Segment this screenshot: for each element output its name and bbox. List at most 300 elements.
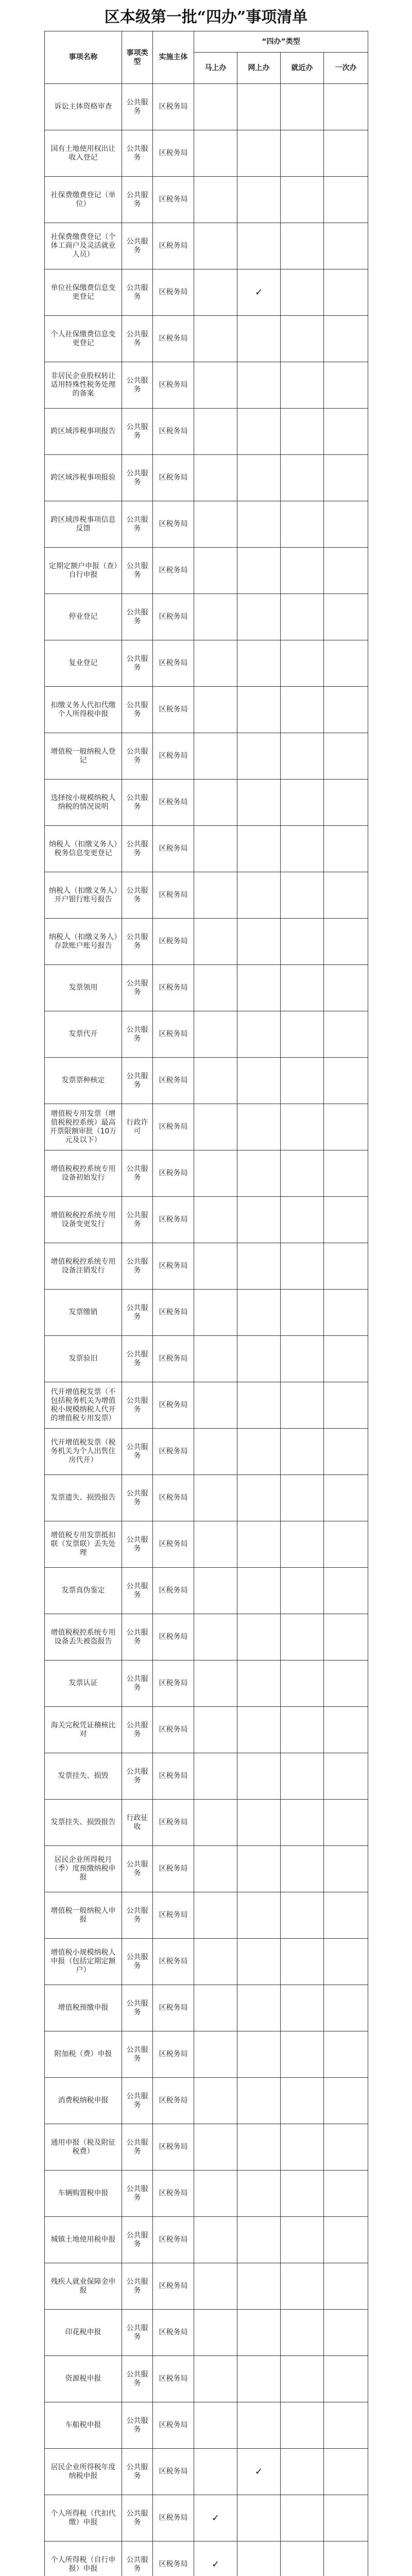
category-cell-1	[237, 269, 281, 316]
item-subject-cell: 区税务局	[153, 177, 194, 223]
table-row	[45, 2402, 368, 2449]
item-type-cell: 公共服务	[122, 1614, 153, 1660]
item-type-cell: 公共服务	[122, 84, 153, 130]
item-name-cell: 发票真伪鉴定	[45, 1568, 122, 1614]
item-name-cell: 复业登记	[45, 640, 122, 687]
category-cell-3	[324, 1846, 368, 1892]
table-row	[45, 1660, 368, 1707]
category-cell-3	[324, 1429, 368, 1475]
item-type-cell: 公共服务	[122, 2217, 153, 2263]
item-type-cell: 公共服务	[122, 2031, 153, 2078]
category-cell-0	[194, 1290, 237, 1336]
item-subject-cell: 区税务局	[153, 2263, 194, 2310]
item-name-cell: 非居民企业股权转让适用特殊性税务处理的备案	[45, 362, 122, 409]
category-cell-1	[237, 1707, 281, 1753]
item-type-cell: 公共服务	[122, 872, 153, 919]
table-row	[45, 2124, 368, 2171]
item-subject-cell: 区税务局	[153, 1150, 194, 1197]
category-cell-0	[194, 1660, 237, 1707]
category-cell-1	[237, 1660, 281, 1707]
table-row	[45, 2171, 368, 2217]
table-row	[45, 1011, 368, 1058]
category-cell-0	[194, 594, 237, 640]
item-name-cell: 纳税人（扣缴义务人）存款账户账号报告	[45, 919, 122, 965]
category-cell-2	[281, 362, 324, 409]
category-cell-1	[237, 779, 281, 826]
category-cell-1	[237, 1892, 281, 1939]
item-subject-cell: 区税务局	[153, 1800, 194, 1846]
category-cell-3	[324, 2541, 368, 2576]
table-row	[45, 1800, 368, 1846]
item-name-cell: 选择按小规模纳税人纳税的情况说明	[45, 779, 122, 826]
item-name-cell: 纳税人（扣缴义务人）税务信息变更登记	[45, 826, 122, 872]
category-cell-0	[194, 687, 237, 733]
category-cell-0	[194, 2078, 237, 2124]
table-row	[45, 177, 368, 223]
table-row	[45, 826, 368, 872]
item-name-cell: 跨区域涉税事项报告	[45, 409, 122, 455]
item-subject-cell: 区税务局	[153, 919, 194, 965]
checkmark-icon: ✓	[254, 2466, 263, 2477]
item-subject-cell: 区税务局	[153, 548, 194, 594]
item-name-cell: 增值税一般纳税人登记	[45, 733, 122, 779]
category-cell-0	[194, 177, 237, 223]
category-cell-3	[324, 1521, 368, 1568]
category-cell-3	[324, 826, 368, 872]
category-cell-2	[281, 2263, 324, 2310]
category-cell-2	[281, 594, 324, 640]
table-row	[45, 919, 368, 965]
item-name-cell: 增值税一般纳税人申报	[45, 1892, 122, 1939]
category-cell-1	[237, 1985, 281, 2031]
category-cell-2	[281, 1336, 324, 1382]
category-cell-2	[281, 1521, 324, 1568]
table-row	[45, 2078, 368, 2124]
category-cell-2	[281, 2449, 324, 2495]
item-name-cell: 城镇土地使用税申报	[45, 2217, 122, 2263]
category-cell-1	[237, 130, 281, 177]
item-name-cell: 发票代开	[45, 1011, 122, 1058]
table-row	[45, 1058, 368, 1104]
category-cell-0	[194, 548, 237, 594]
item-subject-cell: 区税务局	[153, 640, 194, 687]
item-subject-cell: 区税务局	[153, 965, 194, 1011]
category-cell-3	[324, 1290, 368, 1336]
category-cell-3	[324, 1104, 368, 1150]
category-cell-2	[281, 2402, 324, 2449]
category-cell-2	[281, 1707, 324, 1753]
category-cell-1	[237, 2310, 281, 2356]
table-row	[45, 1985, 368, 2031]
category-cell-1	[237, 362, 281, 409]
category-cell-2	[281, 2356, 324, 2402]
item-name-cell: 发票票种核定	[45, 1058, 122, 1104]
item-type-cell: 行政征收	[122, 1800, 153, 1846]
item-name-cell: 发票遗失、损毁报告	[45, 1475, 122, 1521]
category-cell-0	[194, 1243, 237, 1290]
category-cell-2	[281, 1382, 324, 1429]
item-name-cell: 增值税税控系统专用设备变更发行	[45, 1197, 122, 1243]
category-cell-2	[281, 1753, 324, 1800]
category-cell-3	[324, 2217, 368, 2263]
table-row	[45, 2310, 368, 2356]
item-subject-cell: 区税务局	[153, 1382, 194, 1429]
category-cell-1	[237, 2124, 281, 2171]
category-cell-2	[281, 733, 324, 779]
item-type-cell: 公共服务	[122, 1939, 153, 1985]
item-subject-cell: 区税务局	[153, 1660, 194, 1707]
item-type-cell: 公共服务	[122, 177, 153, 223]
item-type-cell: 公共服务	[122, 2310, 153, 2356]
table-row	[45, 1150, 368, 1197]
item-name-cell: 跨区域涉税事项报验	[45, 455, 122, 501]
category-cell-2	[281, 1800, 324, 1846]
category-cell-2	[281, 2541, 324, 2576]
table-row	[45, 1568, 368, 1614]
table-row	[45, 1892, 368, 1939]
item-subject-cell: 区税务局	[153, 1475, 194, 1521]
category-cell-0	[194, 2124, 237, 2171]
category-cell-1	[237, 1058, 281, 1104]
checkmark-icon: ✓	[211, 2559, 220, 2570]
item-name-cell: 居民企业所得税月（季）度预缴纳税申报	[45, 1846, 122, 1892]
item-name-cell: 发票领用	[45, 965, 122, 1011]
category-cell-2	[281, 1243, 324, 1290]
category-cell-0	[194, 1011, 237, 1058]
category-cell-0	[194, 1707, 237, 1753]
category-cell-2	[281, 1985, 324, 2031]
category-cell-0	[194, 2217, 237, 2263]
category-cell-2	[281, 1614, 324, 1660]
item-subject-cell: 区税务局	[153, 2171, 194, 2217]
item-type-cell: 公共服务	[122, 2356, 153, 2402]
table-row	[45, 1846, 368, 1892]
category-cell-2	[281, 177, 324, 223]
item-subject-cell: 区税务局	[153, 826, 194, 872]
category-cell-3	[324, 130, 368, 177]
category-cell-2	[281, 1939, 324, 1985]
item-type-cell: 公共服务	[122, 640, 153, 687]
category-cell-2	[281, 84, 324, 130]
table-row	[45, 2541, 368, 2576]
category-cell-1	[237, 2541, 281, 2576]
category-cell-0	[194, 1429, 237, 1475]
category-cell-3	[324, 1336, 368, 1382]
table-row	[45, 2031, 368, 2078]
item-type-cell: 公共服务	[122, 362, 153, 409]
item-subject-cell: 区税务局	[153, 1846, 194, 1892]
item-name-cell: 居民企业所得税年度纳税申报	[45, 2449, 122, 2495]
item-type-cell: 公共服务	[122, 1846, 153, 1892]
category-cell-2	[281, 640, 324, 687]
category-cell-2	[281, 1660, 324, 1707]
table-body	[45, 84, 368, 2576]
item-name-cell: 社保费缴费登记（个体工商户及灵活就业人员）	[45, 223, 122, 269]
item-subject-cell: 区税务局	[153, 269, 194, 316]
table-row	[45, 779, 368, 826]
category-cell-3	[324, 640, 368, 687]
table-row	[45, 409, 368, 455]
item-subject-cell: 区税务局	[153, 130, 194, 177]
category-cell-1	[237, 455, 281, 501]
category-cell-3	[324, 177, 368, 223]
category-cell-3	[324, 687, 368, 733]
category-cell-0	[194, 362, 237, 409]
category-cell-2	[281, 1197, 324, 1243]
table-row	[45, 548, 368, 594]
table-row	[45, 84, 368, 130]
category-cell-3	[324, 2031, 368, 2078]
category-cell-1	[237, 1939, 281, 1985]
category-cell-3	[324, 2310, 368, 2356]
category-cell-2	[281, 2031, 324, 2078]
item-type-cell: 公共服务	[122, 501, 153, 548]
item-type-cell: 公共服务	[122, 2078, 153, 2124]
category-cell-2	[281, 2495, 324, 2541]
category-cell-0	[194, 84, 237, 130]
category-cell-1	[237, 316, 281, 362]
category-cell-3	[324, 84, 368, 130]
category-cell-1	[237, 1846, 281, 1892]
item-subject-cell: 区税务局	[153, 1429, 194, 1475]
category-cell-1	[237, 548, 281, 594]
table-row	[45, 2356, 368, 2402]
table-row	[45, 872, 368, 919]
table-row	[45, 1753, 368, 1800]
item-name-cell: 社保费缴费登记（单位）	[45, 177, 122, 223]
category-cell-2	[281, 2078, 324, 2124]
item-name-cell: 增值税税控系统专用设备丢失被盗报告	[45, 1614, 122, 1660]
item-type-cell: 公共服务	[122, 1892, 153, 1939]
category-cell-0	[194, 2171, 237, 2217]
category-cell-3	[324, 2495, 368, 2541]
category-cell-1	[237, 2402, 281, 2449]
table-row	[45, 1290, 368, 1336]
table-row	[45, 1939, 368, 1985]
category-cell-0	[194, 1800, 237, 1846]
category-cell-0	[194, 1521, 237, 1568]
item-subject-cell: 区税务局	[153, 872, 194, 919]
item-type-cell: 公共服务	[122, 2124, 153, 2171]
item-subject-cell: 区税务局	[153, 2541, 194, 2576]
category-cell-0	[194, 455, 237, 501]
category-cell-2	[281, 872, 324, 919]
category-cell-1	[237, 1336, 281, 1382]
category-cell-3	[324, 2356, 368, 2402]
category-cell-0	[194, 1475, 237, 1521]
category-cell-0	[194, 2310, 237, 2356]
category-cell-2	[281, 316, 324, 362]
table-row	[45, 687, 368, 733]
table-row	[45, 1382, 368, 1429]
category-cell-2	[281, 826, 324, 872]
item-subject-cell: 区税务局	[153, 2078, 194, 2124]
item-subject-cell: 区税务局	[153, 1336, 194, 1382]
table-row	[45, 640, 368, 687]
header-name: 事项名称	[45, 31, 122, 84]
table-row	[45, 269, 368, 316]
category-cell-2	[281, 409, 324, 455]
category-cell-0	[194, 2449, 237, 2495]
category-cell-0	[194, 1753, 237, 1800]
category-cell-1	[237, 687, 281, 733]
category-cell-3	[324, 1058, 368, 1104]
item-subject-cell: 区税务局	[153, 1058, 194, 1104]
table-row	[45, 130, 368, 177]
category-cell-1	[237, 223, 281, 269]
category-cell-0	[194, 269, 237, 316]
item-subject-cell: 区税务局	[153, 1568, 194, 1614]
item-type-cell: 公共服务	[122, 1429, 153, 1475]
table-row	[45, 316, 368, 362]
item-type-cell: 公共服务	[122, 2263, 153, 2310]
item-name-cell: 发票缴销	[45, 1290, 122, 1336]
item-type-cell: 公共服务	[122, 1660, 153, 1707]
category-cell-1	[237, 1568, 281, 1614]
item-subject-cell: 区税务局	[153, 687, 194, 733]
item-subject-cell: 区税务局	[153, 2310, 194, 2356]
category-cell-0	[194, 779, 237, 826]
category-cell-1	[237, 1429, 281, 1475]
category-cell-1	[237, 640, 281, 687]
category-cell-1	[237, 1521, 281, 1568]
category-cell-1	[237, 826, 281, 872]
category-cell-3	[324, 1382, 368, 1429]
item-name-cell: 车船税申报	[45, 2402, 122, 2449]
item-type-cell: 公共服务	[122, 1475, 153, 1521]
category-cell-0	[194, 1336, 237, 1382]
item-subject-cell: 区税务局	[153, 1939, 194, 1985]
category-cell-3	[324, 919, 368, 965]
item-subject-cell: 区税务局	[153, 455, 194, 501]
item-type-cell: 公共服务	[122, 2541, 153, 2576]
item-name-cell: 消费税纳税申报	[45, 2078, 122, 2124]
category-cell-1	[237, 1104, 281, 1150]
item-type-cell: 公共服务	[122, 1243, 153, 1290]
item-type-cell: 公共服务	[122, 1058, 153, 1104]
item-type-cell: 公共服务	[122, 548, 153, 594]
category-cell-2	[281, 1892, 324, 1939]
item-subject-cell: 区税务局	[153, 501, 194, 548]
category-cell-3	[324, 1475, 368, 1521]
item-name-cell: 资源税申报	[45, 2356, 122, 2402]
item-name-cell: 残疾人就业保障金申报	[45, 2263, 122, 2310]
category-cell-1	[237, 2356, 281, 2402]
item-name-cell: 个人所得税（自行申报）申报	[45, 2541, 122, 2576]
checkmark-icon: ✓	[254, 287, 263, 298]
category-cell-1	[237, 1290, 281, 1336]
header-category-item: 网上办	[237, 53, 281, 84]
category-cell-0	[194, 2541, 237, 2576]
category-cell-1	[237, 1382, 281, 1429]
category-cell-2	[281, 130, 324, 177]
category-cell-0	[194, 1568, 237, 1614]
category-cell-2	[281, 687, 324, 733]
category-cell-2	[281, 1475, 324, 1521]
category-cell-3	[324, 223, 368, 269]
category-cell-0	[194, 223, 237, 269]
item-subject-cell: 区税务局	[153, 1290, 194, 1336]
category-cell-3	[324, 455, 368, 501]
item-type-cell: 公共服务	[122, 130, 153, 177]
category-cell-2	[281, 2124, 324, 2171]
table-row	[45, 1707, 368, 1753]
item-subject-cell: 区税务局	[153, 2495, 194, 2541]
category-cell-1	[237, 409, 281, 455]
table-row	[45, 2263, 368, 2310]
item-type-cell: 公共服务	[122, 1197, 153, 1243]
category-cell-3	[324, 1892, 368, 1939]
item-name-cell: 发票验旧	[45, 1336, 122, 1382]
category-cell-3	[324, 2402, 368, 2449]
item-subject-cell: 区税务局	[153, 362, 194, 409]
item-type-cell: 公共服务	[122, 965, 153, 1011]
category-cell-2	[281, 548, 324, 594]
table-row	[45, 1336, 368, 1382]
category-cell-0	[194, 1985, 237, 2031]
item-type-cell: 公共服务	[122, 1011, 153, 1058]
item-name-cell: 发票挂失、损毁报告	[45, 1800, 122, 1846]
table-row	[45, 1197, 368, 1243]
category-cell-0	[194, 316, 237, 362]
category-cell-1	[237, 2171, 281, 2217]
category-cell-3	[324, 1939, 368, 1985]
item-name-cell: 发票挂失、损毁	[45, 1753, 122, 1800]
category-cell-1	[237, 733, 281, 779]
category-cell-3	[324, 1197, 368, 1243]
category-cell-2	[281, 1150, 324, 1197]
category-cell-3	[324, 594, 368, 640]
category-cell-1	[237, 2217, 281, 2263]
category-cell-0	[194, 1197, 237, 1243]
table-row	[45, 1429, 368, 1475]
table-row	[45, 1614, 368, 1660]
header-category-item: 就近办	[281, 53, 324, 84]
category-cell-3	[324, 965, 368, 1011]
item-name-cell: 发票认证	[45, 1660, 122, 1707]
item-type-cell: 公共服务	[122, 779, 153, 826]
category-cell-3	[324, 409, 368, 455]
item-type-cell: 公共服务	[122, 223, 153, 269]
page-title: 区本级第一批“四办”事项清单	[104, 8, 308, 26]
item-type-cell: 公共服务	[122, 2449, 153, 2495]
item-subject-cell: 区税务局	[153, 2449, 194, 2495]
item-type-cell: 公共服务	[122, 1290, 153, 1336]
category-cell-1	[237, 1150, 281, 1197]
table-row	[45, 1243, 368, 1290]
item-subject-cell: 区税务局	[153, 779, 194, 826]
category-cell-0	[194, 409, 237, 455]
item-subject-cell: 区税务局	[153, 1892, 194, 1939]
item-subject-cell: 区税务局	[153, 1707, 194, 1753]
item-table	[44, 31, 368, 2576]
category-cell-1	[237, 919, 281, 965]
item-subject-cell: 区税务局	[153, 1521, 194, 1568]
item-subject-cell: 区税务局	[153, 2124, 194, 2171]
category-cell-1	[237, 177, 281, 223]
category-cell-1	[237, 872, 281, 919]
item-name-cell: 增值税专用发票抵扣联（发票联）丢失处理	[45, 1521, 122, 1568]
item-name-cell: 增值税专用发票（增值税税控系统）最高开票限额审批（10万元及以下）	[45, 1104, 122, 1150]
item-name-cell: 增值税小规模纳税人申报（包括定期定额户）	[45, 1939, 122, 1985]
category-cell-0	[194, 130, 237, 177]
item-name-cell: 通用申报（税及附征税费）	[45, 2124, 122, 2171]
item-name-cell: 车辆购置税申报	[45, 2171, 122, 2217]
item-name-cell: 定期定额户申报（查）自行申报	[45, 548, 122, 594]
category-cell-3	[324, 2449, 368, 2495]
table-row	[45, 733, 368, 779]
category-cell-1	[237, 1011, 281, 1058]
